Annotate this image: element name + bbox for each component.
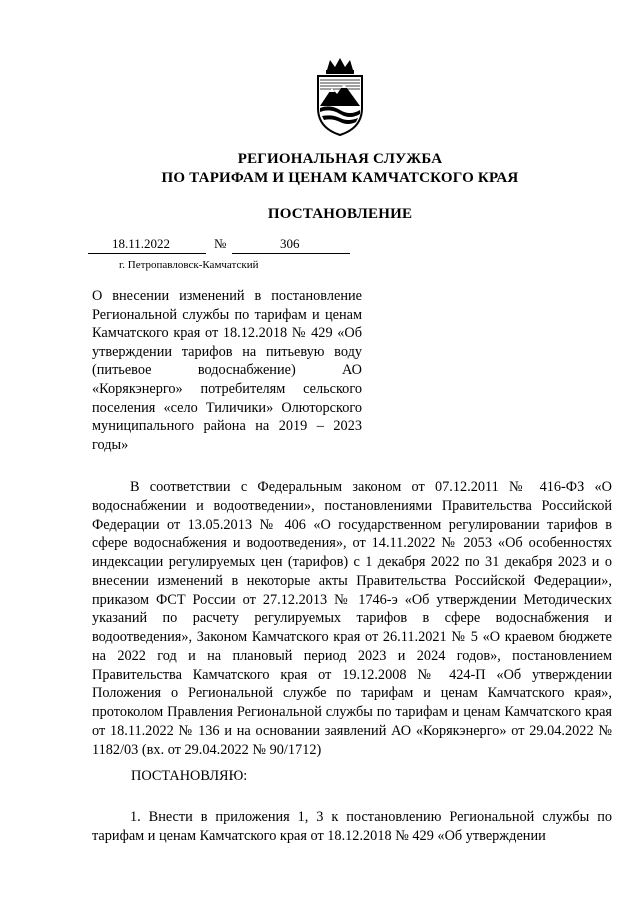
document-number: 306 bbox=[280, 236, 300, 251]
kamchatka-coat-of-arms-icon bbox=[310, 58, 370, 136]
document-type: ПОСТАНОВЛЕНИЕ bbox=[267, 206, 413, 222]
item-1-text: 1. Внести в приложения 1, 3 к постановлению Региональной службы по тарифам и ценам Камчатского края от 18.12.2018 № 429 «Об утверждении bbox=[92, 809, 612, 844]
preamble bbox=[92, 478, 612, 759]
item-1 bbox=[92, 808, 612, 846]
number-underline bbox=[232, 253, 350, 254]
preamble-text: В соответствии с Федеральным законом от 07.12.2011 № 416-ФЗ «О водоснабжении и водоотведении», постановлениями Правительства Российской Федерации от 13.05.2013 № 406 «О государственном регулировании тарифов в сфере водоснабжения и водоотведения», от 14.11.2022 № 2053 «Об особенностях индексации регулируемых цен (тарифов) с 1 декабря 2022 по 31 декабря 2023 и о внесении изменений в некоторые акты Правительства Российской Федерации», приказом ФСТ России от 27.12.2013 № 1746-э «Об утверждении Методических указаний по расчету регулируемых тарифов в сфере водоснабжения и водоотведения», Законом Камчатского края от 26.11.2021 № 5 «О краевом бюджете на 2022 год и на плановый период 2023 и 2024 годов», постановлением Правительства Камчатского края от 19.12.2008 № 424-П «Об утверждении Положения о Региональной службе по тарифам и ценам Камчатского края», протоколом Правления Региональной службы по тарифам и ценам Камчатского края от 18.11.2022 № 136 и на основании заявлений АО «Корякэнерго» от 29.04.2022 № 1182/03 (вх. от 29.04.2022 № 90/1712) bbox=[92, 479, 612, 758]
date-underline bbox=[88, 253, 206, 254]
agency-name-line1: РЕГИОНАЛЬНАЯ СЛУЖБА bbox=[237, 151, 443, 167]
document-city: г. Петропавловск-Камчатский bbox=[119, 259, 259, 271]
document-date: 18.11.2022 bbox=[112, 236, 171, 251]
document-subject bbox=[92, 287, 362, 454]
agency-name-line2: ПО ТАРИФАМ И ЦЕНАМ КАМЧАТСКОГО КРАЯ bbox=[161, 170, 519, 186]
number-sign: № bbox=[214, 236, 227, 251]
decree-word: ПОСТАНОВЛЯЮ: bbox=[131, 768, 248, 784]
subject-text: О внесении изменений в постановление Региональной службы по тарифам и ценам Камчатского края от 18.12.2018 № 429 «Об утверждении тарифов на питьевую воду (питьевое водоснабжение) АО «Корякэнерго» потребителям сельского поселения «село Тиличики» Олюторского муниципального района на 2019 – 2023 годы» bbox=[92, 288, 362, 453]
